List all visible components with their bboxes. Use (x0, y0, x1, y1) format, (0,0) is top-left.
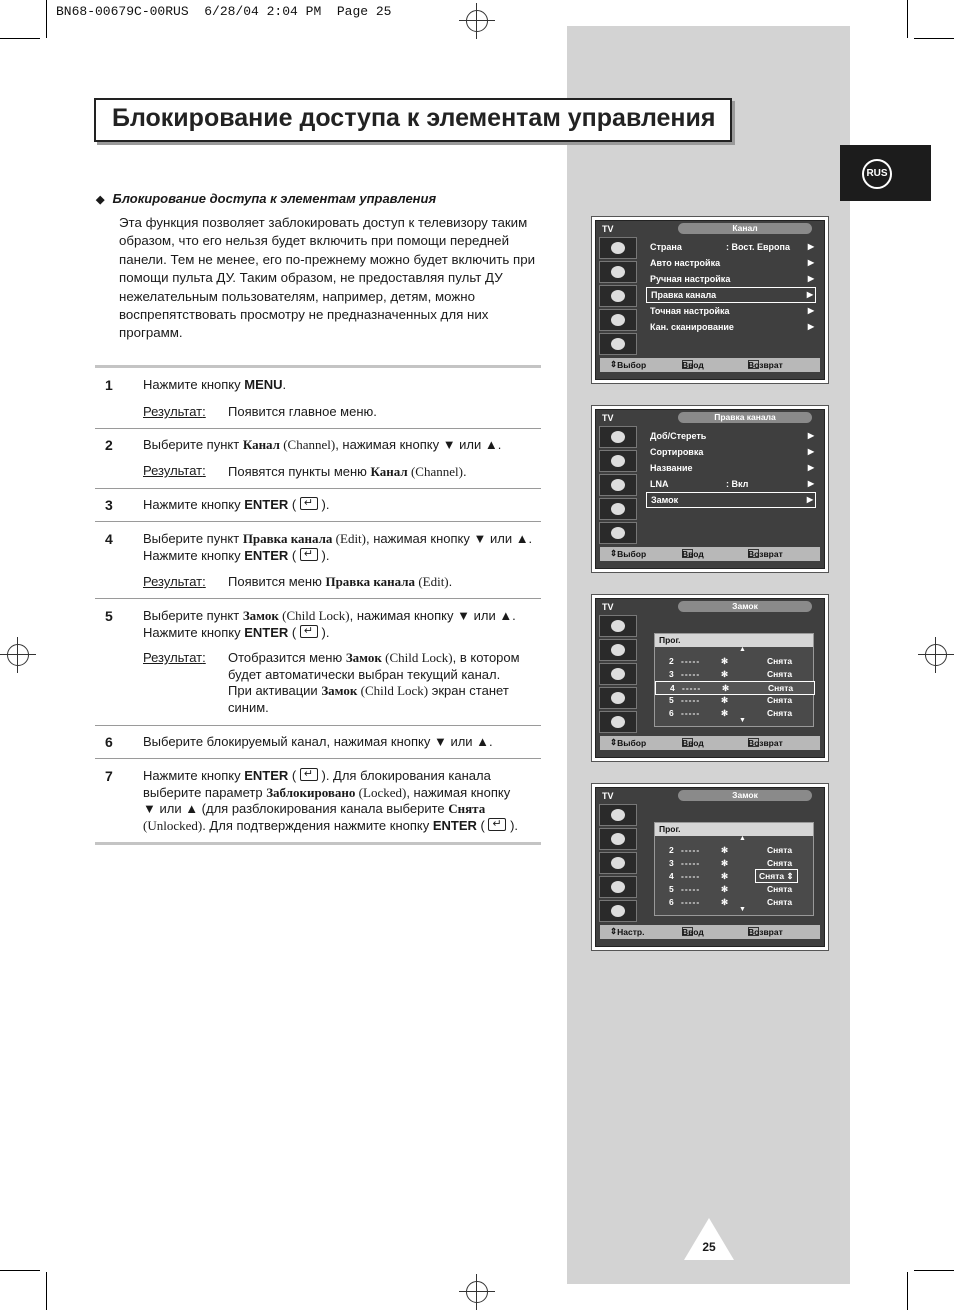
setup-icon (599, 498, 637, 520)
menu-item-ref: Замок (345, 650, 382, 665)
print-header: BN68-00679C-00RUS 6/28/04 2:04 PM Page 25 (56, 4, 392, 19)
step-number: 2 (105, 437, 113, 453)
step-divider (95, 428, 541, 429)
step-divider (95, 521, 541, 522)
footer-label: Настр. (617, 927, 645, 937)
picture-icon (599, 426, 637, 448)
menu-item-label: Замок (651, 495, 679, 505)
registration-mark-left (0, 637, 36, 673)
scroll-up-icon[interactable]: ▲ (739, 646, 746, 653)
lock-status: Снята (767, 884, 793, 894)
footer-label: Выбор (617, 549, 647, 559)
step-text: При активации (228, 683, 322, 698)
prog-name: ----- (681, 695, 701, 705)
prog-number: 2 (669, 845, 674, 855)
step-5-text (143, 608, 516, 641)
result-label: Результат: (143, 463, 206, 478)
steps-bottom-divider (95, 842, 541, 845)
scroll-up-icon[interactable]: ▲ (739, 835, 746, 842)
channel-icon (599, 852, 637, 874)
step-2-result (228, 464, 467, 481)
enter-icon (300, 497, 318, 510)
step-2-text (143, 437, 501, 454)
menu-list (646, 428, 816, 508)
section-heading (96, 191, 436, 206)
step-text: экран станет (428, 683, 509, 698)
prog-name: ----- (681, 708, 701, 718)
arrow-right-icon: ▶ (807, 258, 814, 267)
menu-item-ref: Канал (242, 437, 280, 452)
menu-item[interactable] (646, 271, 816, 287)
step-text: ( (288, 768, 300, 783)
lock-status: Снята (767, 695, 793, 705)
step-text: ). Для блокирования канала (317, 768, 491, 783)
screen-footer (600, 736, 820, 750)
arrow-right-icon: ▶ (806, 290, 813, 299)
prog-name: ----- (681, 669, 701, 679)
sound-icon (599, 450, 637, 472)
screen-title: Замок (678, 601, 812, 612)
menu-item[interactable] (646, 255, 816, 271)
enter-key-label: ENTER (432, 817, 477, 833)
crop-mark (0, 38, 40, 39)
arrow-right-icon: ▶ (807, 479, 814, 488)
footer-label: Возврат (748, 738, 783, 748)
menu-item-label: Название (650, 463, 693, 473)
step-text: Нажмите кнопку (143, 497, 245, 512)
lock-star-icon: ✻ (721, 897, 729, 907)
steps-top-divider (95, 365, 541, 368)
input-icon (599, 900, 637, 922)
menu-item[interactable] (646, 303, 816, 319)
step-text: ). (317, 497, 330, 512)
menu-key-label: MENU (244, 377, 283, 392)
lock-status: Снята (767, 656, 793, 666)
lock-panel-header: Прог. (655, 634, 813, 647)
prog-name: ----- (681, 884, 701, 894)
tv-screen-lock-edit (591, 783, 829, 951)
menu-item-label: Сортировка (650, 447, 704, 457)
menu-item-label: Доб/Стереть (650, 431, 707, 441)
lock-panel (654, 822, 814, 916)
step-text: ( (288, 547, 300, 563)
step-4-result (228, 574, 452, 591)
page-number: 25 (702, 1240, 716, 1254)
lock-star-icon: ✻ (721, 708, 729, 718)
arrow-right-icon: ▶ (807, 274, 814, 283)
menu-list (646, 239, 816, 335)
menu-icon-column (599, 426, 637, 546)
footer-select: ⇕ Выбор (610, 737, 647, 748)
input-icon (599, 711, 637, 733)
step-text: , нажимая кнопку ▼ или ▲. (335, 437, 502, 452)
step-text: Выберите пункт (143, 531, 243, 546)
step-text: синим. (228, 699, 269, 715)
lock-row[interactable] (655, 844, 813, 856)
step-text: ▼ или ▲ (для разблокирования канала выберите (143, 801, 449, 816)
prog-number: 5 (669, 884, 674, 894)
crop-mark (46, 0, 47, 38)
step-text: , нажимая кнопку ▼ или ▲. (366, 531, 533, 546)
step-text: ( (288, 624, 300, 640)
step-number: 1 (105, 377, 113, 393)
lock-row-selected[interactable] (655, 681, 815, 695)
step-3-text (143, 497, 329, 514)
prog-number: 3 (669, 858, 674, 868)
tv-screen-lock-list (591, 594, 829, 762)
prog-name: ----- (681, 845, 701, 855)
step-6-text: Выберите блокируемый канал, нажимая кнопку ▼ или ▲. (143, 734, 493, 749)
step-text: Нажмите кнопку (143, 624, 245, 640)
crop-mark (907, 1272, 908, 1310)
picture-icon (599, 804, 637, 826)
diamond-bullet-icon: ◆ (96, 194, 105, 206)
lock-star-icon: ✻ (721, 845, 729, 855)
lock-status: Снята (768, 683, 794, 693)
menu-icon-column (599, 804, 637, 924)
sound-icon (599, 261, 637, 283)
menu-item-ref-en: (Channel) (407, 464, 463, 479)
menu-item-ref-en: (Child Lock) (278, 608, 350, 623)
step-4-text (143, 531, 532, 564)
scroll-down-icon[interactable]: ▼ (739, 717, 746, 724)
menu-item-selected[interactable] (646, 287, 816, 303)
arrow-right-icon: ▶ (807, 322, 814, 331)
step-text: . (448, 574, 453, 589)
footer-label: Выбор (617, 738, 647, 748)
step-text: , нажимая кнопку (406, 784, 511, 800)
prog-number: 6 (669, 897, 674, 907)
result-label-text: Результат (143, 650, 203, 665)
lock-row[interactable] (655, 896, 813, 908)
result-label: Результат: (143, 574, 206, 589)
channel-icon (599, 474, 637, 496)
arrow-right-icon: ▶ (807, 447, 814, 456)
channel-icon (599, 285, 637, 307)
menu-item-label: Кан. сканирование (650, 322, 734, 332)
channel-icon (599, 663, 637, 685)
menu-item-ref: Заблокировано (266, 784, 356, 800)
menu-item-ref: Правка канала (325, 574, 416, 589)
lock-star-icon: ✻ (721, 656, 729, 666)
arrow-right-icon: ▶ (807, 463, 814, 472)
lock-status: Снята (767, 858, 793, 868)
step-divider (95, 758, 541, 759)
prog-number: 4 (669, 871, 674, 881)
menu-item-label: Страна (650, 242, 682, 252)
menu-item-value: : Вкл (726, 479, 749, 489)
menu-item-ref-en: (Unlocked) (143, 817, 203, 833)
menu-item-label: Точная настройка (650, 306, 730, 316)
result-label-text: Результат (143, 574, 203, 589)
prog-number: 2 (669, 656, 674, 666)
enter-icon (300, 548, 318, 561)
prog-number: 5 (669, 695, 674, 705)
lock-row[interactable] (655, 655, 813, 667)
tv-screen-edit-menu (591, 405, 829, 573)
step-1-text (143, 377, 286, 394)
result-label: Результат: (143, 650, 206, 665)
step-text: ( (288, 497, 300, 512)
step-divider (95, 598, 541, 599)
menu-item-ref-en: (Locked) (355, 784, 407, 800)
menu-item-ref: Правка канала (242, 531, 333, 546)
menu-item-label: Ручная настройка (650, 274, 731, 284)
prog-name: ----- (681, 858, 701, 868)
lock-star-icon: ✻ (721, 871, 729, 881)
arrow-right-icon: ▶ (807, 431, 814, 440)
input-icon (599, 333, 637, 355)
prog-name: ----- (681, 871, 701, 881)
step-7-text (143, 768, 518, 834)
step-5-result (228, 650, 520, 716)
screen-title: Канал (678, 223, 812, 234)
lock-star-icon: ✻ (721, 858, 729, 868)
registration-mark-bottom (459, 1274, 495, 1310)
menu-item[interactable] (646, 476, 816, 492)
crop-mark (914, 38, 954, 39)
footer-label: Ввод (682, 549, 704, 559)
sound-icon (599, 639, 637, 661)
crop-mark (0, 1270, 40, 1271)
language-badge: RUS (862, 159, 892, 189)
prog-name: ----- (681, 897, 701, 907)
crop-mark (46, 1272, 47, 1310)
menu-item-ref-en: (Edit) (332, 531, 366, 546)
step-text: Появятся пункты меню (228, 464, 371, 479)
step-number: 4 (105, 531, 113, 547)
step-text: Отобразится меню (228, 650, 346, 665)
scroll-down-icon[interactable]: ▼ (739, 906, 746, 913)
footer-label: Возврат (748, 360, 783, 370)
picture-icon (599, 237, 637, 259)
lock-panel-header: Прог. (655, 823, 813, 836)
step-text: Выберите пункт (143, 437, 243, 452)
arrow-right-icon: ▶ (806, 495, 813, 504)
screen-title: Замок (678, 790, 812, 801)
footer-adjust: ⇕ Настр. (610, 926, 645, 937)
menu-item[interactable] (646, 444, 816, 460)
menu-item-ref: Замок (321, 683, 358, 698)
enter-icon (300, 625, 318, 638)
tv-label: TV (602, 224, 614, 234)
prog-number: 3 (669, 669, 674, 679)
lock-status: Снята (767, 845, 793, 855)
menu-item[interactable] (646, 428, 816, 444)
menu-item-ref-en: (Channel) (279, 437, 336, 452)
lock-row-active[interactable] (655, 870, 813, 882)
lock-star-icon: ✻ (721, 695, 729, 705)
menu-item-ref: Замок (242, 608, 279, 623)
result-label-text: Результат (143, 404, 203, 419)
step-number: 3 (105, 497, 113, 513)
step-divider (95, 725, 541, 726)
lock-star-icon: ✻ (721, 669, 729, 679)
menu-item-selected[interactable] (646, 492, 816, 508)
result-label-text: Результат (143, 463, 203, 478)
screen-footer (600, 925, 820, 939)
footer-select: ⇕ Выбор (610, 359, 647, 370)
step-text: . (282, 377, 287, 392)
menu-icon-column (599, 615, 637, 735)
prog-name: ----- (682, 683, 702, 693)
crop-mark (907, 0, 908, 38)
enter-key-label: ENTER (244, 497, 289, 512)
step-text: Нажмите кнопку (143, 547, 245, 563)
lock-status: Снята (767, 669, 793, 679)
lock-star-icon: ✻ (721, 884, 729, 894)
lock-row[interactable] (655, 707, 813, 719)
menu-item-ref: Канал (370, 464, 408, 479)
intro-paragraph: Эта функция позволяет заблокировать доступ к телевизору таким образом, что его нельзя будет включить при помощи передней панели. Тем не менее, его по-прежнему можно будет включить при помощи пульта ДУ. Таким образом, не предоставляя пульт ДУ нежелательным пользователям, например, детям, можно воспрепятствовать просмотру не предназначенных для них программ. (119, 215, 536, 341)
footer-label: Ввод (682, 927, 704, 937)
step-number: 7 (105, 768, 113, 784)
input-icon (599, 522, 637, 544)
page-title-box (94, 98, 732, 142)
step-text: будет автоматически выбран текущий канал. (228, 666, 501, 682)
enter-key-label: ENTER (244, 547, 289, 563)
footer-label: Возврат (748, 927, 783, 937)
lock-star-icon: ✻ (722, 683, 730, 693)
step-text: , в котором (452, 650, 520, 665)
menu-item[interactable] (646, 460, 816, 476)
menu-icon-column (599, 237, 637, 357)
footer-label: Ввод (682, 360, 704, 370)
step-text: . Для подтверждения нажмите кнопку (202, 817, 433, 833)
sound-icon (599, 828, 637, 850)
crop-mark (914, 1270, 954, 1271)
setup-icon (599, 876, 637, 898)
setup-icon (599, 687, 637, 709)
step-text: Нажмите кнопку (143, 377, 245, 392)
menu-item[interactable] (646, 239, 816, 255)
step-divider (95, 488, 541, 489)
enter-key-label: ENTER (244, 624, 289, 640)
step-1-result: Появится главное меню. (228, 404, 377, 419)
arrow-right-icon: ▶ (807, 242, 814, 251)
menu-item-ref-en: (Child Lock) (357, 683, 429, 698)
lock-status: Снята (767, 897, 793, 907)
step-text: выберите параметр (143, 784, 267, 800)
menu-item-value: : Вост. Европа (726, 242, 790, 252)
footer-label: Возврат (748, 549, 783, 559)
prog-number: 4 (670, 683, 675, 693)
enter-icon (300, 768, 318, 781)
tv-label: TV (602, 791, 614, 801)
screen-footer (600, 358, 820, 372)
enter-icon (488, 818, 506, 831)
tv-label: TV (602, 602, 614, 612)
prog-number: 6 (669, 708, 674, 718)
setup-icon (599, 309, 637, 331)
tv-screen-channel-menu (591, 216, 829, 384)
page-title: Блокирование доступа к элементам управления (112, 104, 716, 132)
lock-row[interactable] (655, 694, 813, 706)
section-heading-text: Блокирование доступа к элементам управления (112, 191, 437, 206)
registration-mark-right (918, 637, 954, 673)
lock-panel (654, 633, 814, 727)
screen-title: Правка канала (678, 412, 812, 423)
arrow-right-icon: ▶ (807, 306, 814, 315)
step-text: . (462, 464, 467, 479)
menu-item-ref: Снята (448, 801, 486, 816)
language-tab (840, 145, 931, 201)
footer-select: ⇕ Выбор (610, 548, 647, 559)
lock-row[interactable] (655, 668, 813, 680)
lock-row[interactable] (655, 857, 813, 869)
tv-label: TV (602, 413, 614, 423)
step-text: Появится меню (228, 574, 326, 589)
enter-key-label: ENTER (244, 768, 289, 783)
prog-name: ----- (681, 656, 701, 666)
menu-item-label: LNA (650, 479, 669, 489)
menu-item-ref-en: (Edit) (415, 574, 449, 589)
menu-item-label: Авто настройка (650, 258, 721, 268)
step-text: , нажимая кнопку ▼ или ▲. (349, 608, 516, 623)
step-number: 5 (105, 608, 113, 624)
lock-status-selector[interactable]: Снята ⇕ (755, 869, 798, 883)
menu-item-ref-en: (Child Lock) (381, 650, 453, 665)
footer-label: Выбор (617, 360, 647, 370)
footer-label: Ввод (682, 738, 704, 748)
result-label: Результат: (143, 404, 206, 419)
lock-status: Снята (767, 708, 793, 718)
step-text: Нажмите кнопку (143, 768, 245, 783)
step-text: ( (476, 817, 489, 833)
picture-icon (599, 615, 637, 637)
registration-mark-top (459, 3, 495, 39)
step-number: 6 (105, 734, 113, 750)
lock-row[interactable] (655, 883, 813, 895)
menu-item[interactable] (646, 319, 816, 335)
step-text: ). (317, 547, 330, 563)
step-text: ). (317, 624, 330, 640)
screen-footer (600, 547, 820, 561)
menu-item-label: Правка канала (651, 290, 717, 300)
step-text: Выберите пункт (143, 608, 243, 623)
step-text: ). (506, 817, 519, 833)
